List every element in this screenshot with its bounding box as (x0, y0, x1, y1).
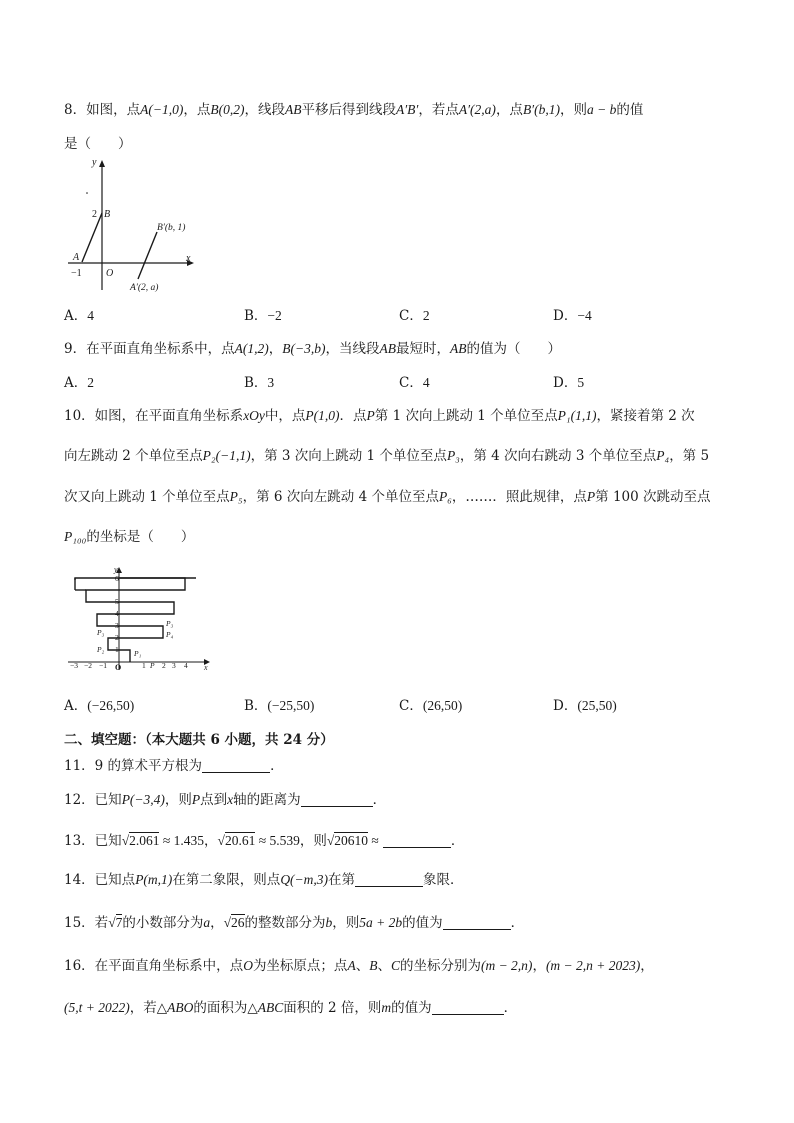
q13-radicand: 20610 (334, 833, 369, 848)
tick-2: 2 (92, 209, 97, 220)
y-tick: 3 (115, 621, 119, 630)
q12-text: 点到 (200, 792, 228, 808)
q10-text: 第 100 次跳动至点 (595, 489, 711, 505)
q10-text: 中，点 (264, 408, 306, 424)
q16-text: 的坐标分别为 (399, 958, 481, 974)
q11-text: 11．9 的算术平方根为 (64, 758, 203, 774)
q8-figure (68, 156, 198, 296)
q15-radicand: 7 (115, 915, 123, 930)
q12-text: 12．已知 (64, 792, 122, 808)
q15-text: 的小数部分为 (122, 915, 204, 931)
q14-point-q: Q(−m,3) (280, 872, 329, 887)
q14-text: 在第 (328, 872, 356, 888)
q16-a: A (347, 958, 356, 973)
q10-text: ，第 4 次向右跳动 3 个单位至点 (459, 448, 657, 464)
q8-point-a: A(−1,0) (140, 102, 184, 117)
q16-text: ， (532, 958, 546, 974)
q8-segment-prime: A′B′ (395, 102, 419, 117)
q10-system: xOy (243, 408, 265, 423)
q10-line4 (64, 525, 194, 545)
option-value: 5 (577, 375, 585, 390)
q10-text: 10．如图，在平面直角坐标系 (64, 408, 244, 424)
q13-answer-blank[interactable] (383, 833, 451, 848)
p3-label: P₃ (166, 619, 174, 628)
y-tick: 1 (115, 645, 119, 654)
q14-answer-blank[interactable] (355, 872, 423, 887)
q16-c: C (390, 958, 400, 973)
q8-option-b[interactable] (244, 304, 282, 324)
q16-coord-b: (m − 2,n + 2023) (545, 958, 641, 973)
q12-text: ，则 (164, 792, 192, 808)
q8-text: 8．如图，点 (64, 102, 141, 118)
sqrt-symbol: √ (108, 915, 116, 930)
q12 (64, 788, 386, 808)
q8-point-a-prime: A′(2,a) (458, 102, 496, 117)
q9-text: ， (268, 341, 283, 357)
q16-triangle-abo: △ABO (156, 1000, 194, 1015)
q12-text: ． (372, 792, 387, 808)
q13-radicand: 2.061 (129, 833, 160, 848)
option-letter: C． (399, 308, 423, 324)
q10-p5: P₅ (229, 489, 243, 504)
point-a-prime-label: A′(2, a) (130, 283, 159, 293)
q9-text: ，当线段 (325, 341, 380, 357)
q16-text: 的面积为 (193, 1000, 248, 1016)
option-value: −2 (267, 308, 282, 323)
q8-text: 的值 (616, 102, 644, 118)
q10-p: P (586, 489, 596, 504)
x-axis-label: x (186, 253, 191, 264)
q16-o: O (243, 958, 253, 973)
y-tick: 4 (115, 609, 119, 618)
q16-coord-a: (m − 2,n) (480, 958, 533, 973)
q8-line2: 是（ ） (64, 136, 132, 152)
option-value: (26,50) (422, 698, 463, 713)
q15-a: a (203, 915, 211, 930)
q12-point: P(−3,4) (121, 792, 165, 807)
point-a-label: A (73, 252, 80, 263)
q15-text: 的整数部分为 (244, 915, 326, 931)
tick-neg1: −1 (71, 268, 82, 279)
x-tick: 4 (184, 661, 188, 670)
option-letter: A． (64, 698, 88, 714)
q16-line1 (64, 954, 654, 974)
q8-text: 平移后得到线段 (301, 102, 396, 118)
q16-triangle-abc: △ABC (247, 1000, 284, 1015)
q12-text: 轴的距离为 (233, 792, 301, 808)
option-letter: B． (244, 698, 268, 714)
q10-text: 第 1 次向上跳动 1 个单位至点 (374, 408, 558, 424)
q14-text: 在第二象限，则点 (172, 872, 281, 888)
q8-option-d[interactable] (553, 304, 592, 324)
q8-expression: a − b (587, 102, 617, 117)
q15-text: ． (510, 915, 525, 931)
sqrt-symbol: √ (223, 915, 232, 930)
y-tick: 5 (115, 597, 119, 606)
q10-text: ，第 5 (669, 448, 710, 464)
p2-label: P₂ (97, 645, 105, 654)
q15-radicand: 26 (231, 915, 245, 930)
x-tick: 2 (162, 661, 166, 670)
q8-text: ，线段 (244, 102, 285, 118)
q13-value: ≈ (368, 833, 379, 848)
q16-m: m (381, 1000, 392, 1015)
q8-text: ，点 (495, 102, 523, 118)
q11 (64, 754, 284, 774)
q12-p: P (191, 792, 201, 807)
q16-text: 面积的 2 倍，则 (283, 1000, 382, 1016)
option-letter: D． (553, 698, 578, 714)
q9-segment: AB (379, 341, 396, 356)
p1-label: P₁ (134, 649, 142, 658)
sqrt-symbol: √ (217, 833, 225, 848)
option-value: (−25,50) (267, 698, 315, 713)
y-axis-label: y (114, 565, 118, 574)
q16-text: 为坐标原点；点 (252, 958, 348, 974)
q16-answer-blank[interactable] (432, 1000, 504, 1015)
q9-option-a[interactable] (64, 371, 94, 391)
option-value: (25,50) (577, 698, 617, 713)
sqrt-symbol: √ (326, 833, 335, 848)
q10-option-c[interactable] (399, 694, 462, 714)
y-tick: 6 (115, 574, 119, 583)
q16-text: ． (503, 1000, 518, 1016)
option-value: 2 (87, 375, 94, 390)
p3-label: P₃ (97, 628, 105, 637)
q16-line2 (64, 996, 517, 1016)
x-tick: 1 (142, 661, 146, 670)
q15 (64, 911, 524, 931)
q13 (64, 829, 464, 849)
q13-value: ≈ 1.435 (159, 833, 205, 848)
q10-text: 向左跳动 2 个单位至点 (64, 448, 203, 464)
q8-option-a[interactable] (64, 304, 94, 324)
q10-p3: P₃ (446, 448, 460, 463)
q14-point-p: P(m,1) (135, 872, 173, 887)
option-letter: B． (244, 375, 268, 391)
q10-line3 (64, 485, 711, 505)
q16-text: ，若 (129, 1000, 157, 1016)
origin-label: O (106, 268, 114, 279)
q10-text: ，……．照此规律，点 (451, 489, 587, 505)
q9-option-c[interactable] (399, 371, 430, 391)
q10-text: 次又向上跳动 1 个单位至点 (64, 489, 230, 505)
q16-text: 的值为 (391, 1000, 432, 1016)
q16-text: ， (640, 958, 654, 974)
x-tick: −3 (70, 661, 78, 670)
q15-text: ， (210, 915, 224, 931)
q10-text: ．点 (339, 408, 367, 424)
q10-p1: P₁(1,1) (557, 408, 597, 423)
q9-segment: AB (449, 341, 467, 356)
q15-text: ，则 (332, 915, 360, 931)
q13-text: ． (450, 833, 465, 849)
q10-text: ，第 3 次向上跳动 1 个单位至点 (250, 448, 447, 464)
sqrt-symbol: √ (121, 833, 130, 848)
q14-text: 象限． (423, 872, 464, 888)
option-value: 4 (87, 308, 94, 323)
origin-label: O (115, 663, 122, 672)
option-letter: D． (553, 308, 578, 324)
q12-x: x (227, 792, 234, 807)
q9-point-a: A(1,2) (234, 341, 269, 356)
q10-line2 (64, 444, 709, 464)
q16-text: 16．在平面直角坐标系中，点 (64, 958, 244, 974)
q10-option-a[interactable] (64, 694, 134, 714)
option-value: 3 (267, 375, 275, 390)
x-tick: −2 (84, 661, 92, 670)
q15-answer-blank[interactable] (443, 915, 511, 930)
x-tick: 3 (172, 661, 176, 670)
q10-option-b[interactable] (244, 694, 314, 714)
q16-b: B (369, 958, 378, 973)
q9-text: 9．在平面直角坐标系中，点 (64, 341, 235, 357)
option-value: −4 (577, 308, 592, 323)
option-letter: B． (244, 308, 268, 324)
q14-text: 14．已知点 (64, 872, 136, 888)
q16-coord-c: (5,t + 2022) (64, 1000, 130, 1015)
q9-text: 最短时， (395, 341, 450, 357)
p-label: P (150, 661, 155, 670)
section-heading: 二、填空题：（本大题共 6 小题，共 24 分） (64, 732, 334, 748)
q9-option-b[interactable] (244, 371, 274, 391)
q10-text: ，第 6 次向左跳动 4 个单位至点 (242, 489, 439, 505)
y-axis-label: y (92, 157, 97, 168)
q13-radicand: 20.61 (224, 833, 256, 848)
point-b-label: B (104, 209, 111, 220)
q16-text: 、 (355, 958, 370, 974)
x-tick: −1 (99, 661, 107, 670)
q15-b: b (325, 915, 333, 930)
x-axis-label: x (204, 663, 208, 672)
q11-answer-blank[interactable] (202, 758, 270, 773)
q8-point-b-prime: B′(b,1) (522, 102, 561, 117)
option-letter: D． (553, 375, 578, 391)
q15-expression: 5a + 2b (359, 915, 403, 930)
q10-line1 (64, 404, 695, 424)
q10-text: ，紧接着第 2 次 (596, 408, 695, 424)
p4-label: P₄ (166, 630, 174, 639)
q10-p: P (366, 408, 375, 423)
q8-text: ，若点 (418, 102, 459, 118)
q8-point-b: B(0,2) (210, 102, 245, 117)
option-value: (−26,50) (87, 698, 135, 713)
option-letter: C． (399, 375, 423, 391)
option-letter: A． (64, 375, 88, 391)
q15-text: 15．若 (64, 915, 109, 931)
q8-text: ，则 (560, 102, 588, 118)
q8-line1 (64, 98, 643, 118)
q10-option-d[interactable] (553, 694, 617, 714)
option-value: 4 (422, 375, 430, 390)
q8-text: ，点 (183, 102, 211, 118)
q13-text: ， (204, 833, 218, 849)
q10-point-p: P(1,0) (305, 408, 340, 423)
option-value: 2 (422, 308, 430, 323)
q9-text: 的值为（ ） (466, 341, 561, 357)
q8-option-c[interactable] (399, 304, 430, 324)
q10-p6: P₆ (438, 489, 452, 504)
q13-value: ≈ 5.539 (255, 833, 300, 848)
q11-text: ． (270, 758, 284, 774)
q12-answer-blank[interactable] (301, 792, 373, 807)
q9-point-b: B(−3,b) (282, 341, 326, 356)
q14 (64, 868, 464, 888)
q9-line1 (64, 337, 561, 357)
q13-text: ，则 (299, 833, 327, 849)
point-b-prime-label: B′(b, 1) (157, 223, 186, 233)
q9-option-d[interactable] (553, 371, 584, 391)
q10-p100: P₁₀₀ (64, 529, 87, 544)
option-letter: C． (399, 698, 423, 714)
q15-text: 的值为 (402, 915, 443, 931)
q16-text: 、 (377, 958, 391, 974)
option-letter: A． (64, 308, 88, 324)
q10-p2: P₂(−1,1) (202, 448, 251, 463)
q10-figure (64, 564, 214, 672)
q10-p4: P₄ (656, 448, 670, 463)
q13-text: 13．已知 (64, 833, 122, 849)
q10-text: 的坐标是（ ） (86, 529, 195, 545)
q8-segment: AB (284, 102, 302, 117)
y-tick: 2 (115, 633, 119, 642)
